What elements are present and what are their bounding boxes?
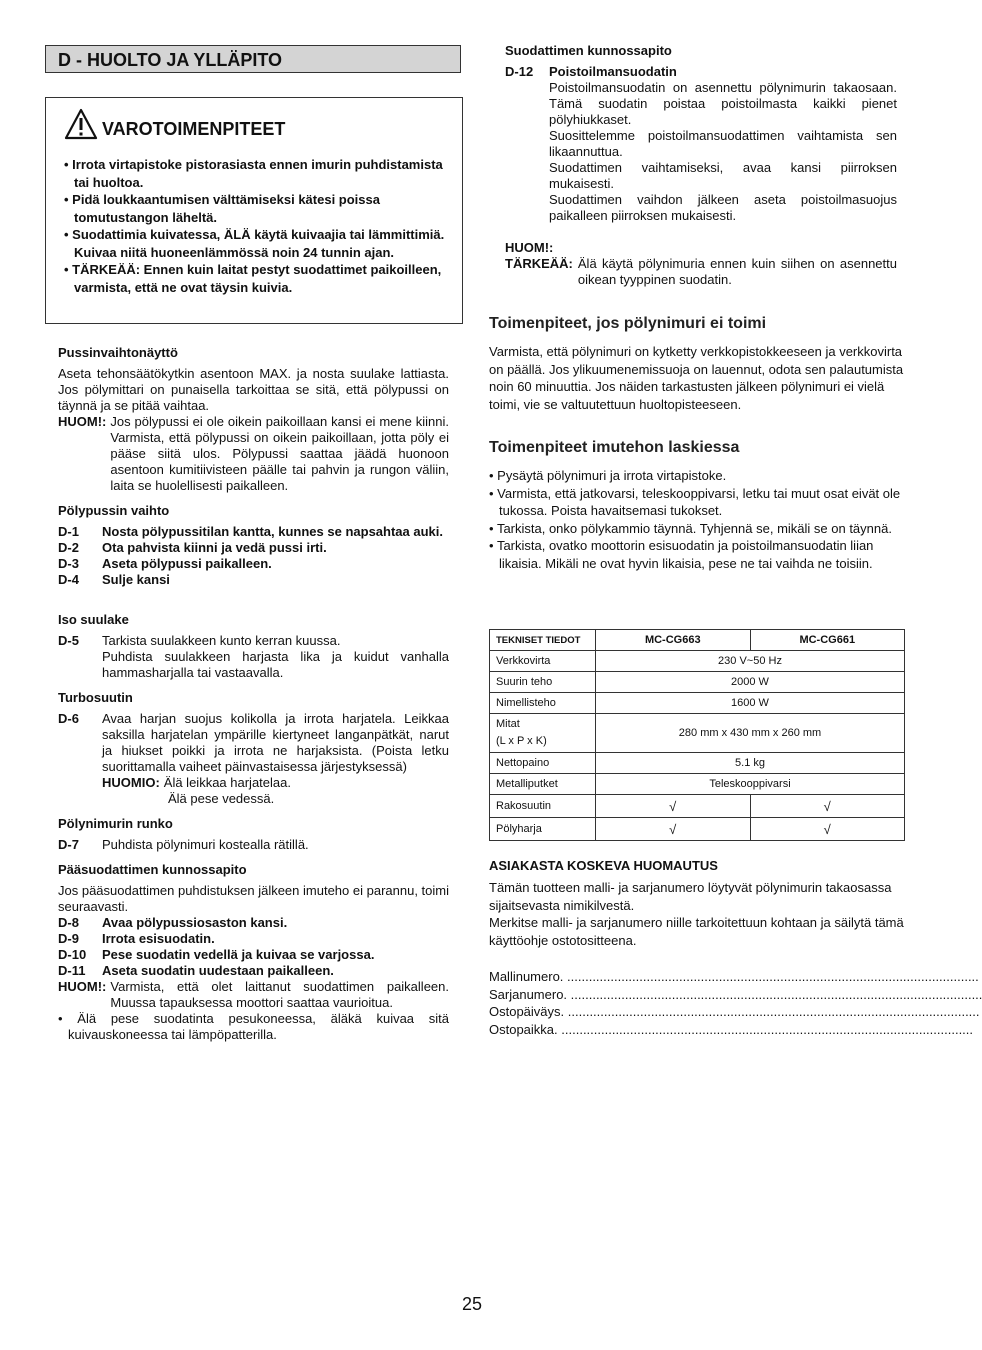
note-text: Älä leikkaa harjatelaa. — [163, 775, 291, 790]
serial-number-field[interactable]: Sarjanumero. .................................................................................................................. — [489, 987, 982, 1002]
step-text: Suodattimen vaihtamiseksi, avaa kansi piirroksen mukaisesti. — [549, 160, 897, 191]
page-number: 25 — [462, 1294, 483, 1314]
body-section — [58, 816, 449, 853]
table-label: Rakosuutin — [490, 795, 596, 818]
step-key: D-5 — [58, 633, 79, 648]
table-header-cell: MC-CG661 — [750, 630, 905, 651]
step-text: Aseta suodatin uudestaan paikalleen. — [102, 963, 334, 978]
model-number-field[interactable]: Mallinumero. .................................................................................................................. — [489, 969, 979, 984]
table-label: Nettopaino — [490, 753, 596, 774]
list-item: • Pysäytä pölynimuri ja irrota virtapistoke. — [489, 467, 905, 485]
nozzle-heading: Iso suulake — [58, 612, 129, 627]
not-working-heading: Toimenpiteet, jos pölynimuri ei toimi — [489, 315, 767, 332]
step-key: D-3 — [58, 556, 79, 571]
step-text: Avaa harjan suojus kolikolla ja irrota harjatela. Leikkaa saksilla harjatelan ympärille kiertyneet langanpätkät, narut ja hiukset poikki ja irrota ne harjaksista. (Poista letku suorittamalla vaiheet päinvastaisessa järjestyksessä) — [102, 711, 449, 774]
table-header-row — [490, 630, 905, 651]
warning-title: VAROTOIMENPITEET — [102, 119, 286, 139]
step-key: D-8 — [58, 915, 79, 930]
step-text: Pese suodatin vedellä ja kuivaa se varjossa. — [102, 947, 375, 962]
not-working-text: Varmista, että pölynimuri on kytketty verkkopistokkeeseen ja verkkovirta on päällä. Jos ylikuumenemissuoja on lauennut, odota sen palautumista noin 60 minuuttia. Jos näiden tarkastusten jälkeen pölynimuri ei vielä toimi, vie se valtuutettuun huoltopisteeseen. — [489, 344, 904, 412]
table-header-cell: TEKNISET TIEDOT — [490, 630, 596, 651]
step-key: D-12 — [505, 64, 534, 79]
step-text: Avaa pölypussiosaston kansi. — [102, 915, 288, 930]
table-row — [490, 693, 905, 714]
table-label: Verkkovirta — [490, 651, 596, 672]
list-item: • Tarkista, ovatko moottorin esisuodatin ja poistoilmansuodatin liian likaisia. Mikäli ne ovat hyvin likaisia, pese ne tai vaihda ne toisiin. — [489, 537, 905, 572]
customer-note-heading: ASIAKASTA KOSKEVA HUOMAUTUS — [489, 858, 718, 873]
step-key: D-2 — [58, 540, 79, 555]
check-mark: √ — [596, 795, 751, 818]
bag-indicator-text: Aseta tehonsäätökytkin asentoon MAX. ja nosta suulake lattiasta. Jos pölymittari on punaisella tarkoittaa se sitä, että pölypussi on täynnä ja se pitää vaihtaa. — [58, 366, 449, 413]
step-key: D-7 — [58, 837, 79, 852]
step-text: Irrota esisuodatin. — [102, 931, 215, 946]
step-key: D-6 — [58, 711, 79, 726]
customer-note-text: Merkitse malli- ja sarjanumero niille tarkoitettuun kohtaan ja säilytä tämä käyttöohje ostotositteena. — [489, 915, 904, 948]
bag-change-section — [58, 503, 449, 588]
suction-heading: Toimenpiteet imutehon laskiessa — [489, 439, 740, 456]
table-label: Pölyharja — [490, 818, 596, 841]
table-label: (L x P x K) — [496, 735, 547, 747]
list-item: • Varmista, että jatkovarsi, teleskooppivarsi, letku tai muut osat eivät ole tukossa. Poista havaitsemasi tukokset. — [489, 485, 905, 520]
purchase-date-field[interactable]: Ostopäiväys. .................................................................................................................. — [489, 1004, 980, 1019]
step-text: Nosta pölypussitilan kantta, kunnes se napsahtaa auki. — [102, 524, 443, 539]
table-label: Mitat — [496, 718, 520, 730]
warning-box — [45, 97, 463, 324]
table-value: 280 mm x 430 mm x 260 mm — [596, 714, 905, 753]
nozzle-section — [58, 612, 449, 681]
note-key: HUOM!: — [58, 979, 107, 994]
customer-note-text: Tämän tuotteen malli- ja sarjanumero löytyvät pölynimurin takaosassa sijaitsevasta nimikilvestä. — [489, 880, 892, 913]
main-filter-text: Jos pääsuodattimen puhdistuksen jälkeen imuteho ei parannu, toimi seuraavasti. — [58, 883, 449, 914]
important-text: Älä käytä pölynimuria ennen kuin siihen on asennettu oikean tyyppinen suodatin. — [577, 256, 897, 287]
step-key: D-11 — [58, 963, 86, 978]
check-mark: √ — [750, 795, 905, 818]
warning-list — [64, 156, 454, 296]
body-heading: Pölynimurin runko — [58, 816, 173, 831]
table-value: 1600 W — [596, 693, 905, 714]
turbo-section — [58, 690, 449, 807]
step-text: Puhdista pölynimuri kostealla rätillä. — [102, 837, 309, 852]
main-filter-section: Pääsuodattimen kunnossapito Jos pääsuodattimen puhdistuksen jälkeen imuteho ei parannu, toimi seuraavasti. D-8 Avaa pölypussiosaston kansi. D-9 Irrota esisuodatin. D-10 Pese suodatin vedellä ja kuivaa se varjossa. D-11 Aseta suodatin uudestaan paikalleen. HUOM!: Varmista, että olet laittanut suodattimen paikalleen. Muussa tapauksessa moottori saattaa vaurioitua. • Älä pese suodatinta pesukoneessa, äläkä kuivaa sitä kuivauskoneessa tai lämpöpatterilla. — [58, 862, 449, 1042]
table-row — [490, 774, 905, 795]
filter-maintenance-section — [505, 43, 897, 288]
step-key: D-10 — [58, 947, 87, 962]
table-row — [490, 672, 905, 693]
step-text: Suosittelemme poistoilmansuodattimen vaihtamista sen likaannuttua. — [549, 128, 897, 159]
note-key: HUOMIO: — [102, 775, 160, 790]
list-item: • Tarkista, onko pölykammio täynnä. Tyhjennä se, mikäli se on täynnä. — [489, 520, 905, 538]
step-text: Poistoilmansuodatin on asennettu pölynimurin takaosaan. Tämä suodatin poistaa poistoilmasta kaikki pienet pölyhiukkaset. — [549, 80, 897, 127]
step-key: D-1 — [58, 524, 79, 539]
step-text: Aseta pölypussi paikalleen. — [102, 556, 272, 571]
table-label: Metalliputket — [490, 774, 596, 795]
step-text: Sulje kansi — [102, 572, 170, 587]
step-text: Ota pahvista kiinni ja vedä pussi irti. — [102, 540, 327, 555]
warning-icon — [64, 108, 98, 140]
filter-heading: Suodattimen kunnossapito — [505, 43, 672, 58]
table-value: 230 V~50 Hz — [596, 651, 905, 672]
main-filter-heading: Pääsuodattimen kunnossapito — [58, 862, 247, 877]
warning-item: • Irrota virtapistoke pistorasiasta ennen imurin puhdistamista tai huoltoa. — [64, 156, 454, 191]
customer-note-section — [489, 858, 905, 949]
step-text: Tarkista suulakkeen kunto kerran kuussa. — [102, 633, 341, 648]
bag-indicator-section — [58, 345, 449, 494]
suction-list — [489, 467, 905, 572]
note-text: Varmista, että olet laittanut suodattimen paikalleen. Muussa tapauksessa moottori saattaa vaurioitua. — [110, 979, 449, 1010]
step-key: D-4 — [58, 572, 79, 587]
table-row — [490, 714, 905, 753]
table-row — [490, 651, 905, 672]
important-key: TÄRKEÄÄ: — [505, 256, 573, 271]
check-mark: √ — [750, 818, 905, 841]
table-row — [490, 795, 905, 818]
table-header-cell: MC-CG663 — [596, 630, 751, 651]
bag-change-heading: Pölypussin vaihto — [58, 503, 170, 518]
note-key: HUOM!: — [58, 414, 107, 429]
warning-item: • TÄRKEÄÄ: Ennen kuin laitat pestyt suodattimet paikoilleen, varmista, että ne ovat täysin kuivia. — [64, 261, 454, 296]
spec-table — [489, 629, 905, 841]
table-row — [490, 753, 905, 774]
purchase-place-field[interactable]: Ostopaikka. .................................................................................................................. — [489, 1022, 974, 1037]
table-label: Nimellisteho — [490, 693, 596, 714]
table-row — [490, 818, 905, 841]
table-value: Teleskooppivarsi — [596, 774, 905, 795]
table-value: 2000 W — [596, 672, 905, 693]
section-title: D - HUOLTO JA YLLÄPITO — [45, 45, 461, 73]
note-text: Älä pese vedessä. — [168, 791, 275, 806]
check-mark: √ — [596, 818, 751, 841]
warning-item: • Pidä loukkaantumisen välttämiseksi kätesi poissa tomutustangon läheltä. — [64, 191, 454, 226]
step-text: Suodattimen vaihdon jälkeen aseta poistoilmasuojus paikalleen piirroksen mukaisesti. — [549, 192, 897, 223]
step-title: Poistoilmansuodatin — [549, 64, 677, 79]
turbo-heading: Turbosuutin — [58, 690, 133, 705]
note-text: Jos pölypussi ei ole oikein paikoillaan kansi ei mene kiinni. Varmista, että pölypussi on oikein paikoillaan, jotta pöly ei pääse siitä ulos. Pölypussi saattaa jäädä huonoon asentoon kumitiivisteen päälle tai pahvin ja rungon väliin, laita se huolellisesti paikalleen. — [110, 414, 449, 493]
bag-indicator-heading: Pussinvaihtonäyttö — [58, 345, 178, 360]
step-text: Puhdista suulakkeen harjasta lika ja kuidut vanhalla hammasharjalla tai vastaavalla. — [102, 649, 449, 680]
table-value: 5.1 kg — [596, 753, 905, 774]
table-label: Suurin teho — [490, 672, 596, 693]
warning-heading — [64, 104, 285, 140]
bullet-text: Älä pese suodatinta pesukoneessa, äläkä kuivaa sitä kuivauskoneessa tai lämpöpatterilla. — [68, 1011, 449, 1042]
note-key: HUOM!: — [505, 240, 554, 255]
step-key: D-9 — [58, 931, 79, 946]
warning-item: • Suodattimia kuivatessa, ÄLÄ käytä kuivaajia tai lämmittimiä. Kuivaa niitä huoneenlämmössä noin 24 tunnin ajan. — [64, 226, 454, 261]
